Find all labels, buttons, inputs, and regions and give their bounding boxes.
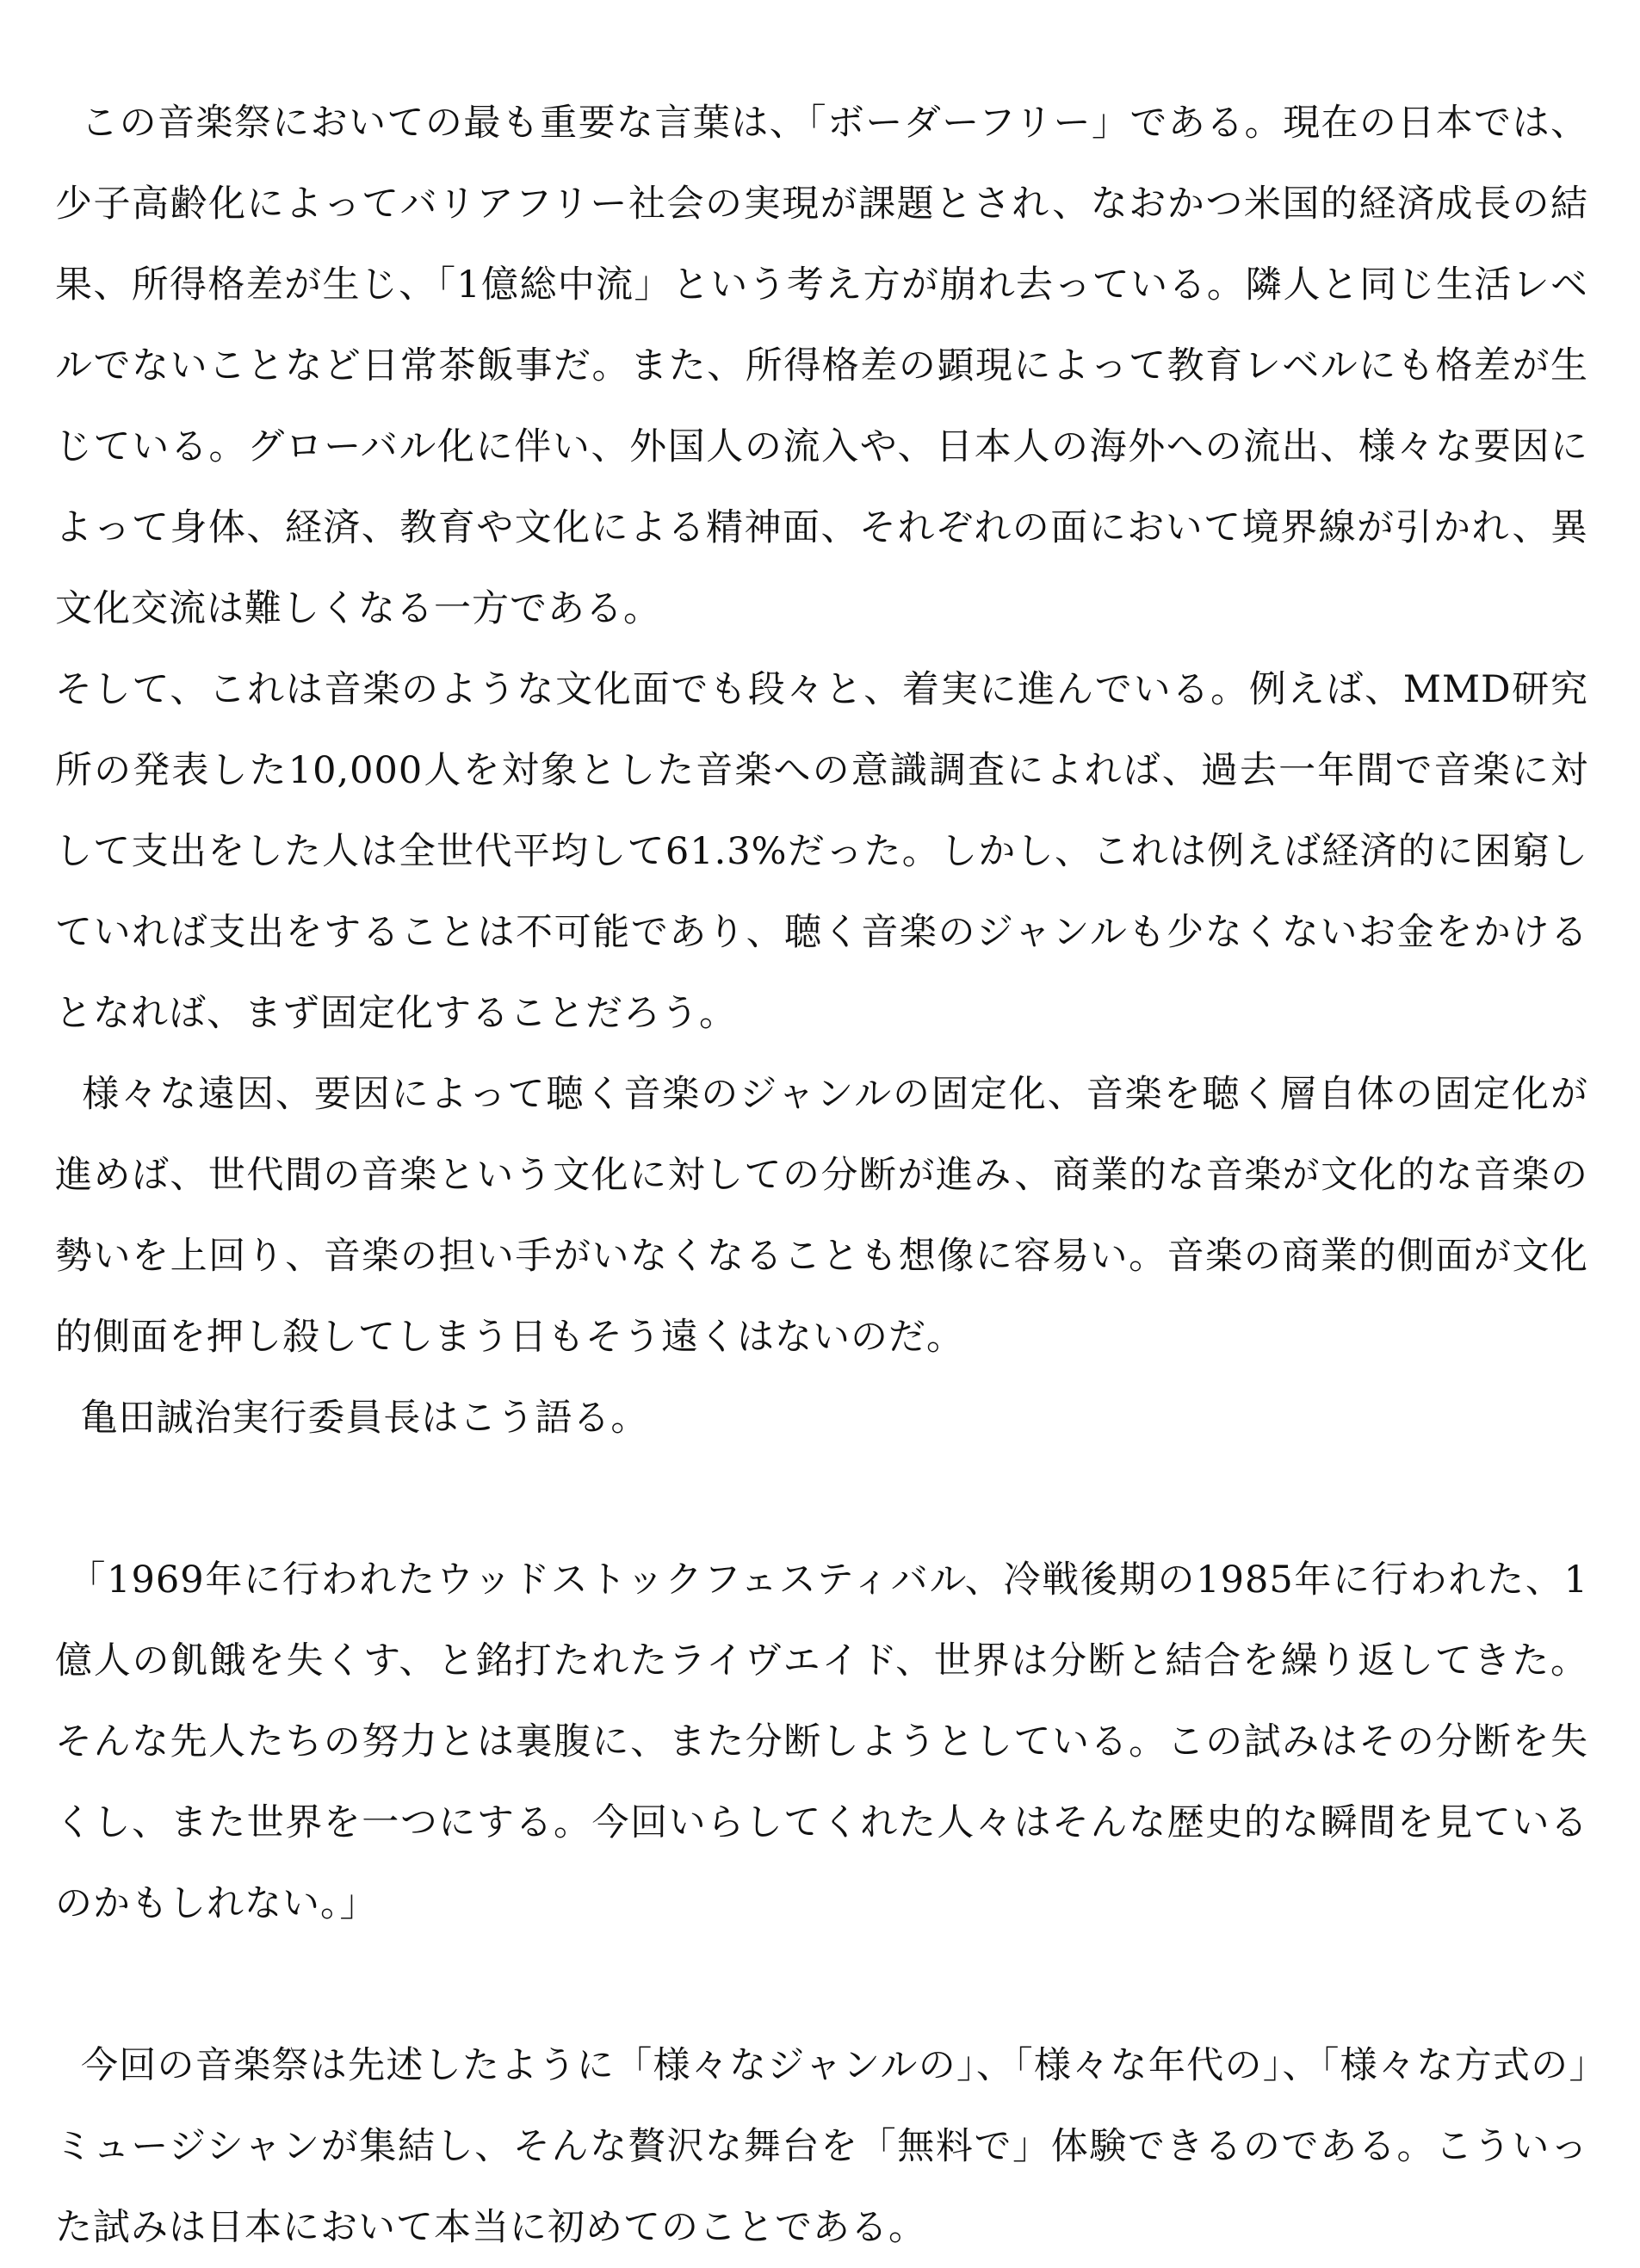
paragraph-chairman-quote: 「1969年に行われたウッドストックフェスティバル、冷戦後期の1985年に行われた、1億人の飢餓を失くす、と銘打たれたライヴエイド、世界は分断と結合を繰り返してきた。そんな先人たちの努力とは裏腹に、また分断しようとしている。この試みはその分断を失くし、また世界を一つにする。今回いらしてくれた人々はそんな歴史的な瞬間を見ているのかもしれない。」: [55, 1558, 1588, 1925]
paragraph-music-survey: そして、これは音楽のような文化面でも段々と、着実に進んでいる。例えば、MMD研究所の発表した10,000人を対象とした音楽への意識調査によれば、過去一年間で音楽に対して支出をした人は全世代平均して61.3%だった。しかし、これは例えば経済的に困窮していれば支出をすることは不可能であり、聴く音楽のジャンルも少なくないお金をかけるとなれば、まず固定化することだろう。: [55, 668, 1588, 1035]
paragraph-genre-fixation: 様々な遠因、要因によって聴く音楽のジャンルの固定化、音楽を聴く層自体の固定化が進めば、世代間の音楽という文化に対しての分断が進み、商業的な音楽が文化的な音楽の勢いを上回り、音楽の担い手がいなくなることも想像に容易い。音楽の商業的側面が文化的側面を押し殺してしまう日もそう遠くはないのだ。: [55, 1073, 1588, 1359]
paragraph-festival-summary: 今回の音楽祭は先述したように「様々なジャンルの」、「様々な年代の」、「様々な方式の」ミュージシャンが集結し、そんな贅沢な舞台を「無料で」体験できるのである。こういった試みは日本において本当に初めてのことである。: [55, 2044, 1588, 2249]
paragraph-spacer: [55, 1459, 1588, 1540]
paragraph-spacer: [55, 1944, 1588, 2025]
paragraph-border-free: この音楽祭においての最も重要な言葉は、「ボーダーフリー」である。現在の日本では、少子高齢化によってバリアフリー社会の実現が課題とされ、なおかつ米国的経済成長の結果、所得格差が生じ、「1億総中流」という考え方が崩れ去っている。隣人と同じ生活レベルでないことなど日常茶飯事だ。また、所得格差の顕現によって教育レベルにも格差が生じている。グローバル化に伴い、外国人の流入や、日本人の海外への流出、様々な要因によって身体、経済、教育や文化による精神面、それぞれの面において境界線が引かれ、異文化交流は難しくなる一方である。: [55, 102, 1588, 630]
paragraph-chairman-intro: 亀田誠治実行委員長はこう語る。: [55, 1397, 649, 1440]
